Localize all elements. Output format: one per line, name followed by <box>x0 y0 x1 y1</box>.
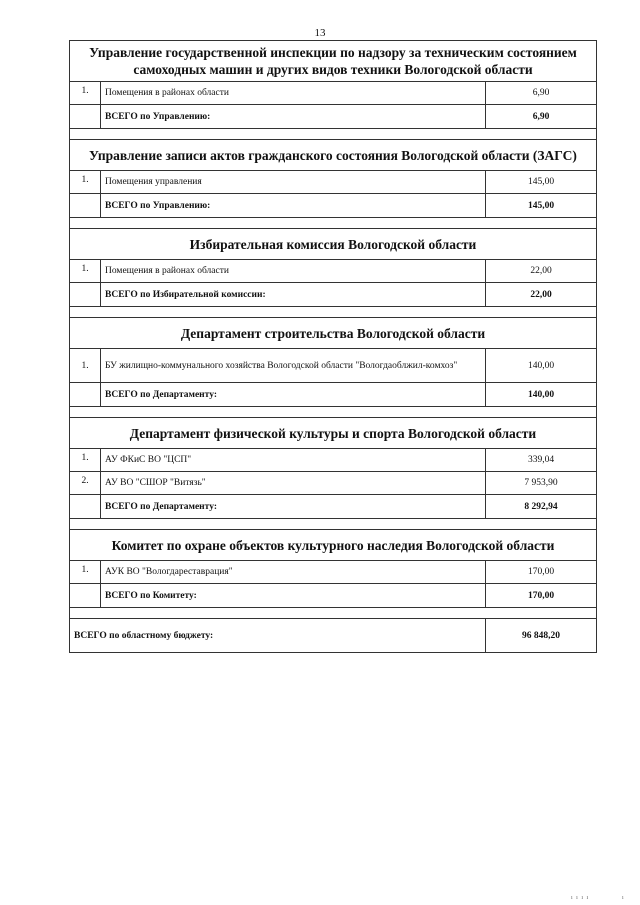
total-label: ВСЕГО по Департаменту: <box>101 383 486 406</box>
total-label: ВСЕГО по Департаменту: <box>101 495 486 518</box>
row-name: Помещения в районах области <box>101 82 486 104</box>
spacer-row <box>69 218 597 229</box>
row-value: 7 953,90 <box>524 478 558 488</box>
total-row <box>69 383 597 407</box>
page-number: 13 <box>314 27 326 39</box>
total-value: 6,90 <box>532 111 550 122</box>
section-title: Департамент физической культуры и спорта Вологодской области <box>69 418 597 449</box>
spacer-row <box>69 608 597 619</box>
row-number-empty <box>70 584 101 607</box>
row-number-empty <box>70 105 101 128</box>
section-title: Управление записи актов гражданского состояния Вологодской области (ЗАГС) <box>69 140 597 171</box>
row-value: 22,00 <box>530 266 552 276</box>
section-title: Департамент строительства Вологодской области <box>69 318 597 349</box>
grand-total-label: ВСЕГО по областному бюджету: <box>70 619 486 652</box>
scan-mark: ı <box>622 895 625 901</box>
table-row <box>69 472 597 495</box>
row-number: 1. <box>70 449 101 471</box>
budget-table <box>69 40 597 653</box>
row-name: АУК ВО "Вологдареставрация" <box>101 561 486 583</box>
row-number: 1. <box>70 171 101 193</box>
total-value: 8 292,94 <box>524 501 558 512</box>
grand-total-row <box>69 619 597 653</box>
spacer-row <box>69 407 597 418</box>
total-row <box>69 495 597 519</box>
row-value: 170,00 <box>527 567 555 577</box>
row-name: БУ жилищно-коммунального хозяйства Вологодской области "Вологдаоблжил-комхоз" <box>101 349 486 382</box>
row-name: Помещения в районах области <box>101 260 486 282</box>
row-name: Помещения управления <box>101 171 486 193</box>
row-number: 1. <box>70 260 101 282</box>
row-value: 6,90 <box>532 88 550 98</box>
section-title: Управление государственной инспекции по надзору за техническим состоянием самоходных машин и других видов техники Вологодской области <box>69 40 597 82</box>
grand-total-value: 96 848,20 <box>522 630 560 641</box>
total-value: 22,00 <box>530 289 552 300</box>
row-value: 145,00 <box>527 177 555 187</box>
row-number-empty <box>70 495 101 518</box>
row-number: 1. <box>70 349 101 382</box>
total-row <box>69 105 597 129</box>
table-row <box>69 349 597 383</box>
spacer-row <box>69 129 597 140</box>
total-value: 140,00 <box>527 389 555 400</box>
total-label: ВСЕГО по Комитету: <box>101 584 486 607</box>
spacer-row <box>69 519 597 530</box>
total-label: ВСЕГО по Управлению: <box>101 105 486 128</box>
table-row <box>69 260 597 283</box>
row-number: 1. <box>70 561 101 583</box>
total-label: ВСЕГО по Управлению: <box>101 194 486 217</box>
row-number-empty <box>70 383 101 406</box>
row-name: АУ ФКиС ВО "ЦСП" <box>101 449 486 471</box>
table-row <box>69 561 597 584</box>
scan-mark: ı ı ı ı <box>571 895 590 901</box>
row-name: АУ ВО "СШОР "Витязь" <box>101 472 486 494</box>
spacer-row <box>69 307 597 318</box>
row-number-empty <box>70 194 101 217</box>
section-title: Комитет по охране объектов культурного наследия Вологодской области <box>69 530 597 561</box>
table-row <box>69 82 597 105</box>
row-value: 140,00 <box>527 360 555 371</box>
row-number: 2. <box>70 472 101 494</box>
total-row <box>69 194 597 218</box>
row-number: 1. <box>70 82 101 104</box>
row-number-empty <box>70 283 101 306</box>
table-row <box>69 171 597 194</box>
total-row <box>69 283 597 307</box>
total-value: 170,00 <box>527 590 555 601</box>
total-label: ВСЕГО по Избирательной комиссии: <box>101 283 486 306</box>
section-title: Избирательная комиссия Вологодской области <box>69 229 597 260</box>
total-value: 145,00 <box>527 200 555 211</box>
total-row <box>69 584 597 608</box>
table-row <box>69 449 597 472</box>
row-value: 339,04 <box>527 455 555 465</box>
